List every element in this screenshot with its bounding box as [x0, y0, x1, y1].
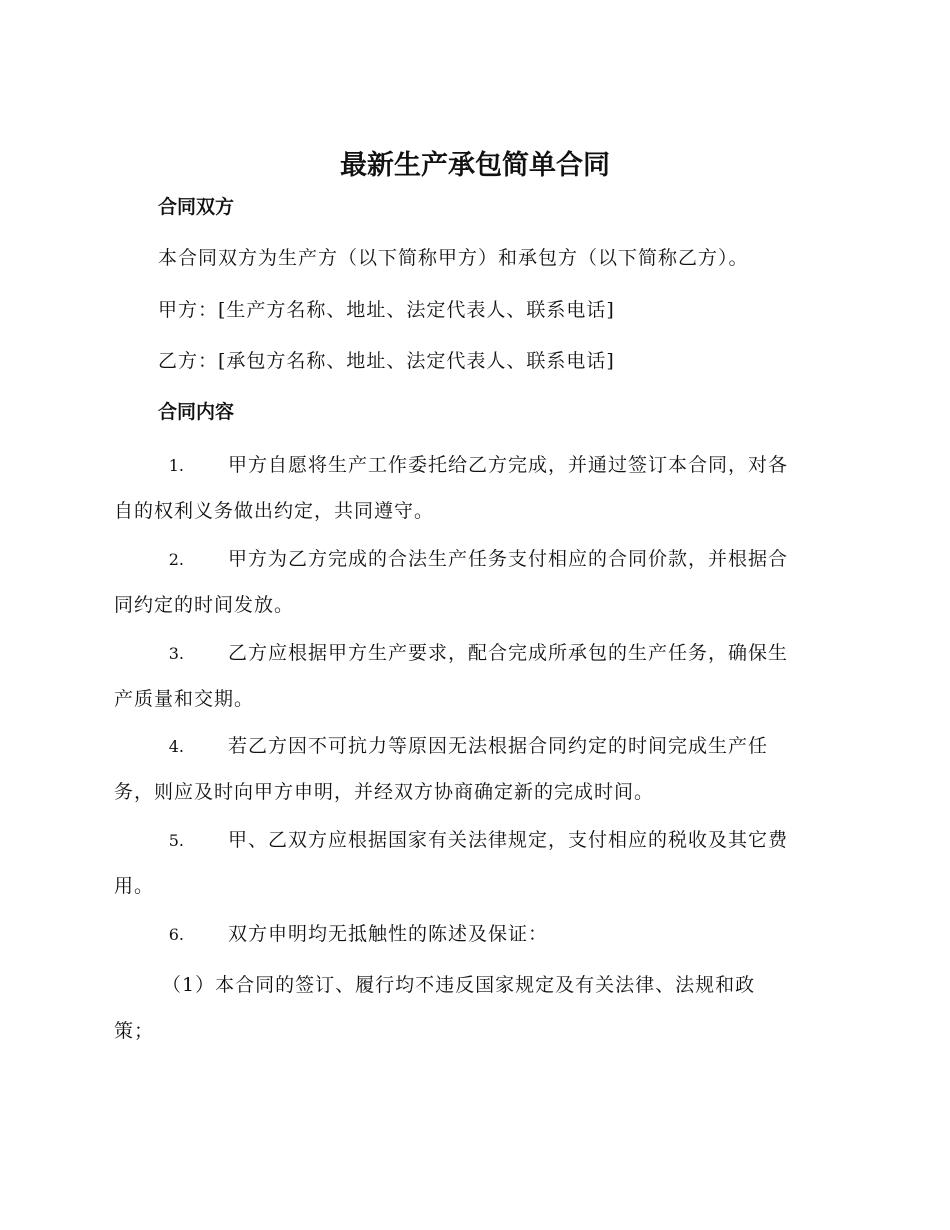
clause-item-2 [114, 546, 834, 618]
clause-text-continued: 同约定的时间发放。 [114, 594, 295, 616]
clause-number: 4. [168, 737, 184, 756]
section-heading-content: 合同内容 [158, 401, 235, 423]
party-a-line: 甲方：[生产方名称、地址、法定代表人、联系电话] [158, 299, 615, 321]
clause-text: 乙方应根据甲方生产要求，配合完成所承包的生产任务，确保生 [228, 642, 789, 664]
clause-number: 3. [168, 644, 184, 663]
sub-clause-1 [114, 972, 755, 1044]
clause-text-continued: 用。 [114, 875, 155, 897]
clause-text: 双方申明均无抵触性的陈述及保证： [228, 923, 549, 945]
clause-number: 1. [168, 456, 184, 475]
clause-text: 甲、乙双方应根据国家有关法律规定，支付相应的税收及其它费 [228, 829, 789, 851]
clause-number: 5. [168, 831, 184, 850]
sub-clause-text: （1）本合同的签订、履行均不违反国家规定及有关法律、法规和政 [162, 974, 756, 996]
document-title: 最新生产承包简单合同 [340, 150, 610, 181]
clause-number: 2. [168, 550, 184, 569]
clause-text: 若乙方因不可抗力等原因无法根据合同约定的时间完成生产任 [228, 735, 769, 757]
party-b-line: 乙方：[承包方名称、地址、法定代表人、联系电话] [158, 350, 615, 372]
section-heading-parties: 合同双方 [158, 196, 235, 218]
sub-clause-text-continued: 策； [114, 1020, 155, 1042]
parties-intro: 本合同双方为生产方（以下简称甲方）和承包方（以下简称乙方）。 [158, 247, 749, 269]
clause-text-continued: 自的权利义务做出约定，共同遵守。 [114, 500, 435, 522]
clause-text-continued: 务，则应及时向甲方申明，并经双方协商确定新的完成时间。 [114, 781, 655, 803]
clause-item-1 [114, 452, 834, 524]
clause-item-3 [114, 640, 834, 712]
clause-number: 6. [168, 925, 184, 944]
clause-item-6 [114, 921, 834, 967]
clause-text: 甲方为乙方完成的合法生产任务支付相应的合同价款，并根据合 [228, 548, 789, 570]
clause-text-continued: 产质量和交期。 [114, 688, 255, 710]
clause-item-5 [114, 827, 834, 899]
clause-item-4 [114, 733, 834, 805]
clause-text: 甲方自愿将生产工作委托给乙方完成，并通过签订本合同，对各 [228, 454, 789, 476]
